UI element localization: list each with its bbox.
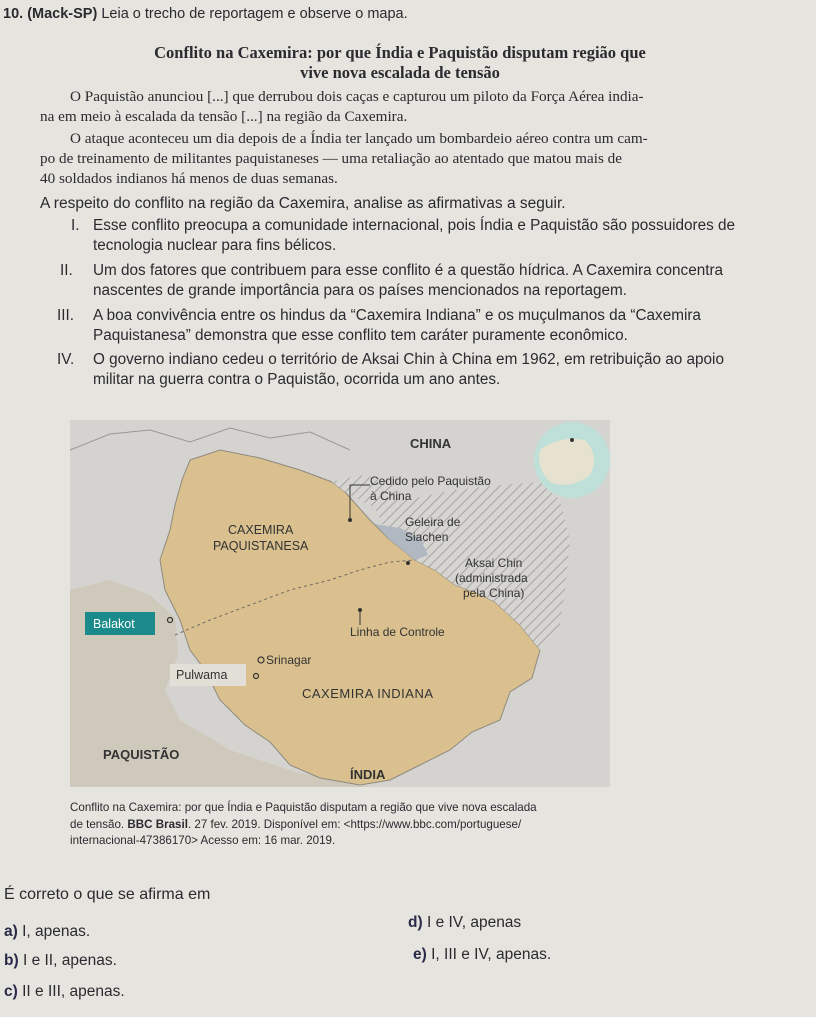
intro-text: A respeito do conflito na região da Caxemira, analise as afirmativas a seguir.: [40, 195, 566, 212]
statement-number: III.: [57, 307, 74, 324]
article-p1-line2: na em meio à escalada da tensão [...] na região da Caxemira.: [40, 108, 408, 125]
statement-text: Paquistanesa” demonstra que esse conflito tem caráter puramente econômico.: [93, 327, 628, 344]
question-header: [3, 6, 408, 22]
option-e[interactable]: e) I, III e IV, apenas.: [413, 946, 552, 963]
kashmir-map: [70, 420, 610, 787]
caption-source: BBC Brasil: [127, 817, 188, 831]
label-caxemira-ind: CAXEMIRA INDIANA: [302, 686, 434, 701]
article-title-line1: Conflito na Caxemira: por que Índia e Paquistão disputam região que: [154, 43, 646, 62]
label-paquistao: PAQUISTÃO: [103, 747, 180, 762]
question-source: (Mack-SP): [27, 6, 98, 22]
caption-line2: de tensão. BBC Brasil. 27 fev. 2019. Disponível em: <https://www.bbc.com/portuguese/: [70, 817, 522, 831]
article-p1-line1: O Paquistão anunciou [...] que derrubou dois caças e capturou um piloto da Força Aérea india-: [70, 88, 644, 105]
statement-text: Um dos fatores que contribuem para esse conflito é a questão hídrica. A Caxemira concentra: [93, 262, 724, 279]
statement-text: O governo indiano cedeu o território de Aksai Chin à China em 1962, em retribuição ao apoio: [93, 351, 724, 368]
statement-text: militar na guerra contra o Paquistão, ocorrida um ano antes.: [93, 371, 501, 388]
article-title-line2: vive nova escalada de tensão: [300, 63, 500, 82]
label-india: ÍNDIA: [350, 767, 386, 782]
globe-marker: [570, 438, 574, 442]
label-caxemira-pak-1: CAXEMIRA: [228, 523, 294, 537]
statement-number: I.: [71, 217, 80, 234]
question-number: 10.: [3, 6, 24, 22]
question-instruction: Leia o trecho de reportagem e observe o mapa.: [101, 6, 408, 22]
label-geleira-1: Geleira de: [405, 515, 461, 529]
label-balakot: Balakot: [93, 617, 135, 631]
label-linha: Linha de Controle: [350, 625, 445, 639]
map-caption: [70, 800, 630, 850]
statement-text: A boa convivência entre os hindus da “Caxemira Indiana” e os muçulmanos da “Caxemira: [93, 307, 701, 324]
globe-land: [539, 439, 594, 485]
article-p2-line3: 40 soldados indianos há menos de duas semanas.: [40, 170, 338, 187]
statement-4: [57, 350, 812, 390]
label-srinagar: Srinagar: [266, 653, 312, 667]
statement-number: IV.: [57, 351, 75, 368]
caption-line3: internacional-47386170> Acesso em: 16 mar. 2019.: [70, 834, 336, 847]
question-prompt: É correto o que se afirma em: [4, 886, 211, 903]
statement-text: nascentes de grande importância para os países mencionados na reportagem.: [93, 282, 628, 299]
label-aksai-1: Aksai Chin: [465, 556, 523, 570]
statement-1: [71, 216, 811, 256]
label-china: CHINA: [410, 436, 452, 451]
statement-text: Esse conflito preocupa a comunidade internacional, pois Índia e Paquistão são possuidores de: [93, 217, 736, 234]
label-cedido-2: à China: [370, 489, 412, 503]
option-d[interactable]: d) I e IV, apenas: [408, 914, 522, 931]
label-aksai-3: pela China): [463, 586, 525, 600]
article-p2-line2: po de treinamento de militantes paquistaneses — uma retaliação ao atentado que matou mais de: [40, 150, 622, 167]
option-b[interactable]: b) I e II, apenas.: [4, 952, 117, 969]
kashmir-map-svg: [70, 420, 610, 787]
article-p2-line1: O ataque aconteceu um dia depois de a Índia ter lançado um bombardeio aéreo contra um cam-: [70, 130, 648, 147]
caption-line1: Conflito na Caxemira: por que Índia e Paquistão disputam a região que vive nova escalada: [70, 801, 537, 814]
statement-number: II.: [60, 262, 73, 279]
option-a[interactable]: a) I, apenas.: [4, 923, 91, 940]
label-geleira-2: Siachen: [405, 530, 449, 544]
label-caxemira-pak-2: PAQUISTANESA: [213, 539, 309, 553]
label-aksai-2: (administrada: [455, 571, 528, 585]
label-pulwama: Pulwama: [176, 668, 228, 682]
label-cedido-1: Cedido pelo Paquistão: [370, 474, 491, 488]
statement-text: tecnologia nuclear para fins bélicos.: [93, 237, 337, 254]
statement-2: [60, 261, 810, 301]
pointer-siachen: [406, 561, 410, 565]
statement-3: [57, 306, 812, 346]
option-c[interactable]: c) II e III, apenas.: [4, 983, 125, 1000]
